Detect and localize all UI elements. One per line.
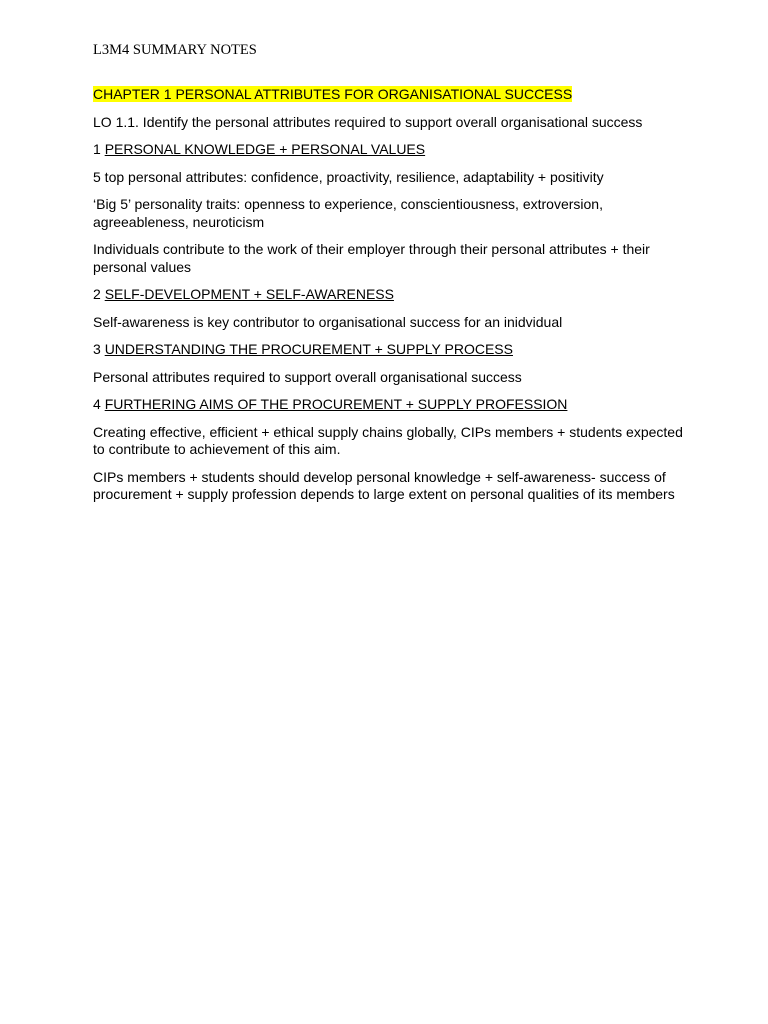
paragraph: Self-awareness is key contributor to organisational success for an inidvidual: [93, 313, 563, 330]
section-heading: [93, 341, 683, 359]
section-number: 2: [93, 286, 101, 302]
section-heading-text: SELF-DEVELOPMENT + SELF-AWARENESS: [104, 286, 394, 302]
paragraph: CIPs members + students should develop personal knowledge + self-awareness- success of procurement + supply profession depends to large extent on personal qualities of its members: [93, 468, 675, 502]
page-header: L3M4 SUMMARY NOTES: [93, 42, 257, 58]
section-number: 3: [93, 341, 101, 357]
section-heading-text: FURTHERING AIMS OF THE PROCUREMENT + SUPPLY PROFESSION: [104, 396, 568, 412]
section-heading-text: PERSONAL KNOWLEDGE + PERSONAL VALUES: [104, 141, 426, 157]
chapter-title: [93, 86, 683, 104]
chapter-title-highlight: CHAPTER 1 PERSONAL ATTRIBUTES FOR ORGANISATIONAL SUCCESS: [93, 86, 573, 102]
paragraph: Personal attributes required to support overall organisational success: [93, 368, 522, 385]
paragraph: Creating effective, efficient + ethical supply chains globally, CIPs members + students expected to contribute to achievement of this aim.: [93, 423, 683, 457]
section-heading: [93, 396, 683, 414]
section-number: 4: [93, 396, 101, 412]
section-number: 1: [93, 141, 101, 157]
paragraph: 5 top personal attributes: confidence, proactivity, resilience, adaptability + positivity: [93, 168, 604, 185]
section-heading-text: UNDERSTANDING THE PROCUREMENT + SUPPLY PROCESS: [104, 341, 513, 357]
paragraph: ‘Big 5’ personality traits: openness to experience, conscientiousness, extroversion, agreeableness, neuroticism: [93, 196, 603, 230]
learning-outcome: LO 1.1. Identify the personal attributes required to support overall organisational success: [93, 113, 643, 130]
paragraph: Individuals contribute to the work of their employer through their personal attributes + their personal values: [93, 241, 650, 275]
section-heading: [93, 286, 683, 304]
section-heading: [93, 141, 683, 159]
document-body: [93, 86, 683, 514]
